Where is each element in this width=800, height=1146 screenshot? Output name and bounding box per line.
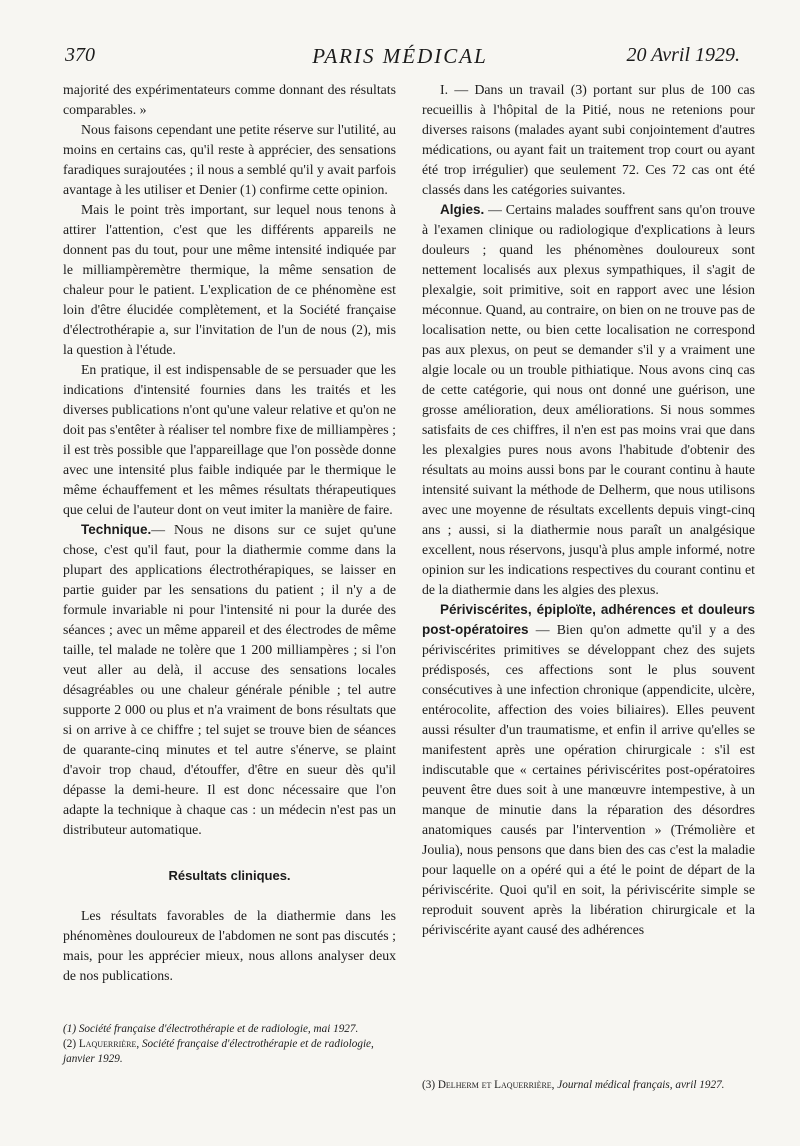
footnote-3: (3) Delherm et Laquerrière, Journal médical français, avril 1927. [422, 1079, 725, 1091]
algies-text: — Certains malades souffrent sans qu'on trouve à l'examen clinique ou radiologique d'explications à leurs douleurs ; quand les phénomènes douloureux sont nettement localisés aux plexus sympathiques, il s'agit de plexalgie, soit primitive, soit en rapport avec une lésion méconnue. Quand, au contraire, on bien on ne trouve pas de localisation nette, ou bien cette localisation ne correspond pas aux plexus, on peut se demander s'il y a vraiment une algie locale ou un trouble pithiatique. Nous avons cinq cas de cette catégorie, qui nous ont donné une guérison, une grosse amélioration, deux améliorations. Si nous sommes satisfaits de ces chiffres, il n'en est pas moins vrai que dans les plexalgies pures nous avons l'habitude d'obtenir des résultats au moins aussi bons par le courant continu à haute intensité suivant la méthode de Delherm, que nous utilisons avec une moyenne de résultats excellents depuis vingt-cinq ans ; aussi, si la diathermie nous paraît un analgésique excellent, nous réservons, jusqu'à plus ample informé, notre opinion sur les indications respectives du courant continu et de la diathermie dans les algies des plexus. [422, 202, 755, 597]
paragraph: En pratique, il est indispensable de se persuader que les indications d'intensité fournies dans les traités et les diverses publications n'ont qu'une valeur relative et qu'on ne doit pas s'entêter à réaliser tel nombre fixe de milliampères ; il est très possible que l'appareillage que l'on possède donne avec une intensité plus faible indiquée par le thermique le même échauffement et les mêmes résultats thérapeutiques que celui de l'auteur dont on veut imiter la manière de faire. [63, 362, 396, 517]
left-footnotes [63, 1022, 396, 1067]
periviscerites-heading: Périviscérites, épiploïte, adhérences et douleurs post-opératoires [422, 602, 755, 637]
paragraph: Mais le point très important, sur lequel nous tenons à attirer l'attention, c'est que les différents appareils ne donnent pas du tout, pour une même intensité indiquée par le milliampèremètre thermique, la même sensation de chaleur pour le patient. L'explication de ce phénomène est loin d'être élucidée complètement, et la Société française d'électrothérapie a, sur l'invitation de l'un de nous (2), mis la question à l'étude. [63, 202, 396, 357]
periviscerites-paragraph [422, 600, 755, 940]
paragraph: I. — Dans un travail (3) portant sur plus de 100 cas recueillis à l'hôpital de la Pitié, nous ne retenions pour diverses raisons (malades ayant subi conjointement d'autres médications, ou ayant fait un traitement trop court ou ayant été trop irrégulier) que seulement 72. Ces 72 cas ont été classés dans les catégories suivantes. [422, 82, 755, 197]
right-footnotes [422, 1078, 755, 1093]
algies-paragraph [422, 200, 755, 600]
technique-text: — Nous ne disons sur ce sujet qu'une chose, c'est qu'il faut, pour la diathermie comme dans la plupart des applications électrothérapiques, se laisser en partie guider par les sensations du patient ; il n'y a de formule invariable ni pour l'intensité ni pour la durée des séances ; avec un même appareil et des électrodes de même taille, tel malade ne tolère que 1 200 milliampères ; si l'on veut aller au delà, il accuse des sensations locales désagréables ou une chaleur générale pénible ; tel autre supporte 2 000 ou plus et n'a vraiment de bons résultats que si on arrive à ce chiffre ; tel sujet se trouve bien de séances de quarante-cinq minutes et tel autre s'énerve, se plaint d'avoir trop chaud, d'étouffer, d'être en sueur dès qu'il dépasse la demi-heure. Il est donc nécessaire que l'on adapte la technique à chaque cas : un médecin n'est pas un distributeur automatique. [63, 522, 396, 837]
right-column [422, 80, 755, 940]
footnote-2: (2) Laquerrière, Société française d'électrothérapie et de radiologie, janvier 1929. [63, 1038, 374, 1065]
journal-title: PARIS MÉDICAL [312, 44, 488, 68]
paragraph: majorité des expérimentateurs comme donnant des résultats comparables. » [63, 82, 396, 117]
technique-paragraph [63, 520, 396, 840]
periviscerites-text: — Bien qu'on admette qu'il y a des périviscérites primitives se développant chez des sujets prédisposés, ces affections sont le plus souvent consécutives à une infection chronique (appendicite, ulcère, entérocolite, affection des voies biliaires). Elles peuvent aussi résulter d'un traumatisme, et enfin il arrive qu'elles se manifestent après une opération chirurgicale : s'il est indiscutable que « certaines périviscérites post-opératoires peuvent être dues soit à une manœuvre intempestive, à un manque de minutie dans la réparation des désordres anatomiques causés par l'intervention » (Trémolière et Joulia), nous pensons que dans bien des cas c'est la maladie pour laquelle on a opéré qui a été le point de départ de la périviscérite. Quoi qu'il en soit, la périviscérite simple se reproduit souvent après la libération chirurgicale et la périviscérite ayant causé des adhérences [422, 622, 755, 937]
paragraph: Les résultats favorables de la diathermie dans les phénomènes douloureux de l'abdomen ne sont pas discutés ; mais, pour les apprécier mieux, nous allons analyser deux de nos publications. [63, 908, 396, 983]
page-header [0, 44, 800, 74]
algies-heading: Algies. [440, 202, 485, 217]
issue-date: 20 Avril 1929. [626, 44, 740, 66]
technique-heading: Technique. [81, 522, 152, 537]
page-number: 370 [65, 44, 95, 66]
footnote-1: (1) Société française d'électrothérapie et de radiologie, mai 1927. [63, 1023, 359, 1035]
section-title: Résultats cliniques. [168, 868, 291, 883]
left-column [63, 80, 396, 986]
paragraph: Nous faisons cependant une petite réserve sur l'utilité, au moins en certains cas, qu'il reste à apprécier, des sensations faradiques surajoutées ; il nous a semblé qu'il y avait parfois avantage à les utiliser et Denier (1) confirme cette opinion. [63, 122, 396, 197]
